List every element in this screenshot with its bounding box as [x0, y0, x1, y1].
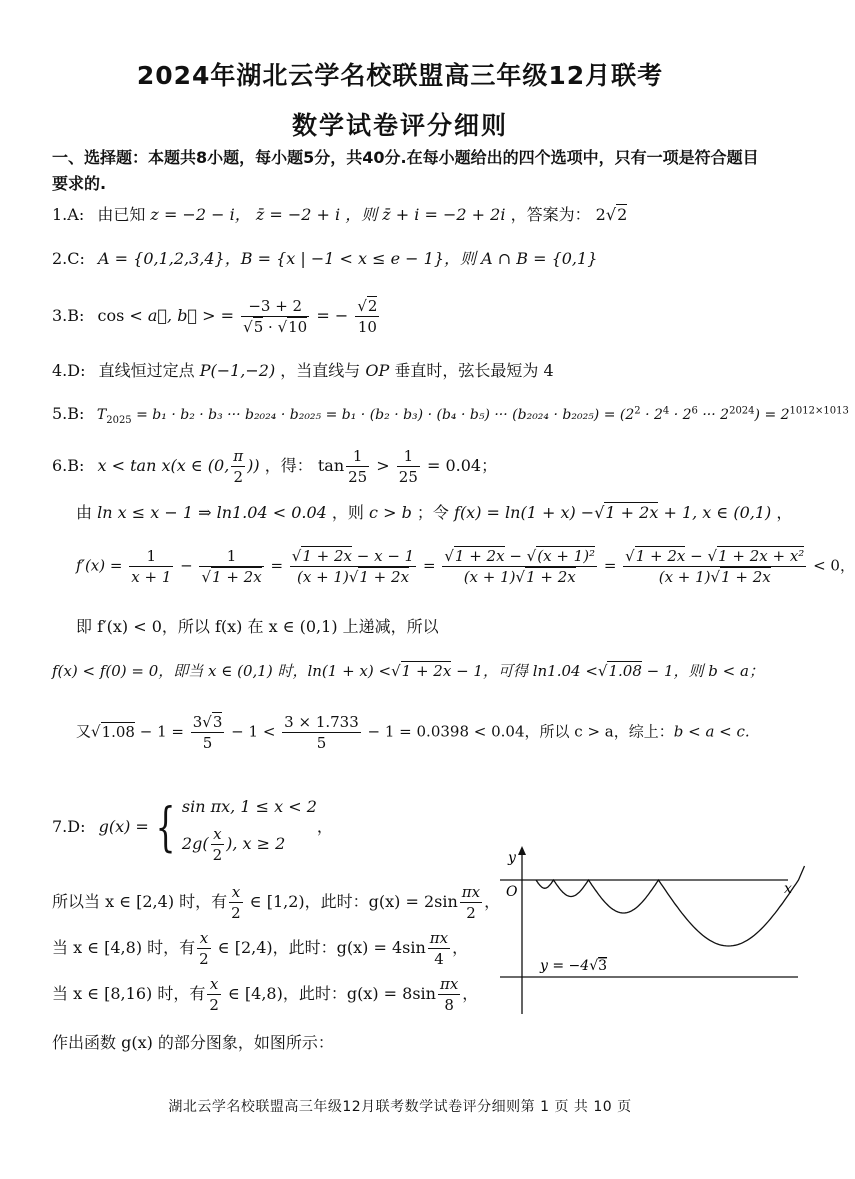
answer-7-line-4: 作出函数 g(x) 的部分图象，如图所示：: [52, 1033, 334, 1052]
y-axis-arrow: [518, 846, 526, 855]
text: 由已知: [97, 205, 146, 224]
document-subtitle: 数学试卷评分细则: [291, 111, 508, 140]
answer-7-line-2: 当 x ∈ [4,8) 时，有 $\frac{x}{2}$ ∈ [2,4)，此时：g(x) = 4sin $\frac{\pi x}{4}$ ，: [52, 929, 469, 968]
answer-6: 6.B: x < tan x(x ∈ (0, $\frac{\pi}{2}$ )) ，得： tan $\frac{1}{25}$ > $\frac{1}{25}$ = 0.04；: [52, 447, 498, 486]
fraction: $\frac{-3 + 2}{√5 \cdot √10}$: [243, 297, 308, 336]
answer-3: [52, 296, 381, 337]
answer-6-line-3: f′(x) = $\frac{1}{x + 1}$ − $\frac{1}{√1 + 2x}$ = $\frac{√1 + 2x - x - 1}{(x + 1)√1 + 2x}$ = $\frac{\text{√1 + 2x − √(x + 1)²}}{(x + 1)√1 + 2x}$ = $\frac{\text{√1 + 2x − √1 + 2x + x²}}{(x + 1)√1 + 2x}$ < 0，: [76, 547, 855, 586]
line-label: y = −4√3: [540, 958, 608, 974]
answer-7: 7.D: g(x) = { sin πx, 1 ≤ x < 2 2g( $\frac{x}{2}$ ), x ≥ 2 ，: [52, 797, 333, 864]
math: OP: [365, 361, 390, 380]
document-title: 2024年湖北云学名校联盟高三年级12月联考: [136, 61, 664, 90]
math: z = −2 − i，: [150, 205, 251, 224]
text: ，当直线与: [280, 361, 361, 380]
x-axis-label: x: [784, 881, 792, 897]
answer-6-line-2: 由 ln x ≤ x − 1 ⇒ ln1.04 < 0.04 ，则 c > b ；令 f(x) = ln(1 + x) −√1 + 2x + 1, x ∈ (0,1) ，: [76, 503, 793, 522]
y-axis-label: y: [508, 850, 516, 866]
g-curve: [536, 866, 805, 946]
math: > =: [202, 306, 235, 325]
answer-label: 5.B:: [52, 404, 85, 423]
math: A = {0,1,2,3,4}，B = {x | −1 < x ≤ e − 1}，则 A ∩ B = {0,1}: [98, 249, 598, 268]
answer-label: 6.B:: [52, 456, 85, 475]
answer-label: 7.D:: [52, 817, 86, 836]
answer-7-line-1: 所以当 x ∈ [2,4) 时，有 $\frac{x}{2}$ ∈ [1,2)，此时：g(x) = 2sin $\frac{\pi x}{2}$ ，: [52, 883, 501, 922]
answer-6-line-5: f(x) < f(0) = 0，即当 x ∈ (0,1) 时，ln(1 + x) <√1 + 2x − 1，可得 ln1.04 <√1.08 − 1，则 b < a；: [52, 662, 764, 680]
function-graph: [498, 846, 798, 1016]
math: = −: [316, 306, 349, 325]
answer-2: [52, 246, 597, 269]
math: z̄ = −2 + i: [255, 205, 341, 224]
answer-4: [52, 358, 554, 381]
answer-label: 1.A:: [52, 205, 85, 224]
fraction: $\frac{√2}{10}$: [357, 297, 378, 336]
math: ，则 z̄ + i = −2 + 2i: [345, 205, 506, 224]
answer-label: 2.C:: [52, 249, 85, 268]
radicand: 2: [617, 205, 628, 224]
math: 2: [595, 205, 606, 224]
answer-label: 4.D:: [52, 361, 86, 380]
section-heading: 一、选择题：本题共8小题，每小题5分，共40分.在每小题给出的四个选项中，只有一项是符合题目要求的.: [52, 148, 759, 193]
math: a⃗, b⃗: [147, 306, 198, 325]
text: ，答案为：: [510, 205, 591, 224]
text: 直线恒过定点: [98, 361, 195, 380]
answer-6-line-6: 又√1.08 − 1 = $\frac{3√3}{5}$ − 1 < $\frac{3 \times 1.733}{5}$ − 1 = 0.0398 < 0.04，所以 c > a，综上：b < a < c.: [76, 713, 750, 752]
answer-7-line-3: 当 x ∈ [8,16) 时，有 $\frac{x}{2}$ ∈ [4,8)，此时：g(x) = 8sin $\frac{\pi x}{8}$ ，: [52, 975, 479, 1014]
answer-1: 1.A: 由已知 z = −2 − i， z̄ = −2 + i ，则 z̄ + i = −2 + 2i ，答案为： 2√2: [52, 205, 628, 224]
answer-5: 5.B: $T_{2025} = b_1 \cdot b_2 \cdot b_3$ ··· b₂₀₂₄ · b₂₀₂₅ = b₁ · (b₂ · b₃) · (b₄ · b₅) ··· $(b_{2024} \cdot b_{2025}) = (2^2 \cdot 2^4 \cdot 2^6$ ··· $2^{2024}) = 2^{1012\times 1013}$: [52, 404, 849, 426]
math: cos <: [97, 306, 143, 325]
origin-label: O: [506, 884, 518, 900]
page-footer: 湖北云学名校联盟高三年级12月联考数学试卷评分细则第 1 页 共 10 页: [168, 1099, 632, 1115]
answer-label: 3.B:: [52, 306, 85, 325]
answer-6-line-4: 即 f′(x) < 0，所以 f(x) 在 x ∈ (0,1) 上递减，所以: [76, 617, 439, 636]
math: P(−1,−2): [199, 361, 276, 380]
text: 垂直时，弦长最短为 4: [394, 361, 554, 380]
